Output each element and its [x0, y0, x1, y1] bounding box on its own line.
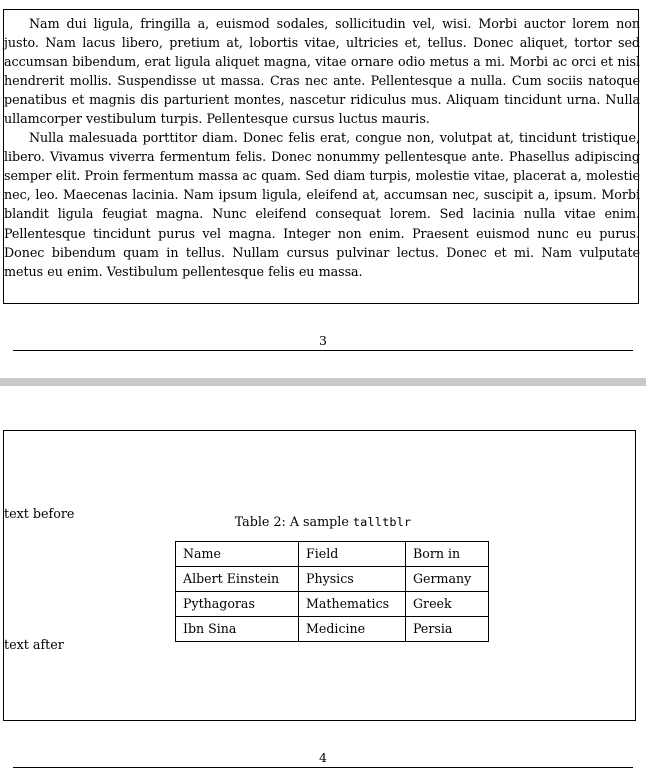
- paragraph-1: Nam dui ligula, fringilla a, euismod sodales, sollicitudin vel, wisi. Morbi auctor lorem non justo. Nam lacus libero, pretium at, lobortis vitae, ultricies et, tellus. Donec aliquet, tortor sed accumsan bibendum, erat ligula aliquet magna, vitae ornare odio metus a mi. Morbi ac orci et nisl hendrerit mollis. Suspendisse ut massa. Cras nec ante. Pellentesque a nulla. Cum sociis natoque penatibus et magnis dis parturient montes, nascetur ridiculus mus. Aliquam tincidunt urna. Nulla ullamcorper vestibulum turpis. Pellentesque cursus luctus mauris.: [4, 16, 640, 127]
- page-three: [0, 0, 646, 378]
- sample-table: [175, 541, 489, 642]
- page-three-content-frame: [3, 9, 639, 304]
- table-caption: [0, 513, 646, 531]
- table-cell-field: Medicine: [299, 617, 406, 642]
- table-row: [176, 592, 489, 617]
- table-cell-name: Albert Einstein: [176, 567, 299, 592]
- table-caption-prefix: Table 2: A sample: [234, 514, 353, 529]
- page-four-footer-rule: [13, 767, 633, 768]
- page-three-folio: 3: [319, 333, 327, 348]
- text-after-label: text after: [4, 637, 64, 652]
- page-three-body-text: [4, 14, 640, 281]
- table-cell-field: Physics: [299, 567, 406, 592]
- table-cell-name: Ibn Sina: [176, 617, 299, 642]
- text-before-label: text before: [4, 506, 75, 521]
- paragraph-2: Nulla malesuada porttitor diam. Donec felis erat, congue non, volutpat at, tincidunt tristique, libero. Vivamus viverra fermentum felis. Donec nonummy pellentesque ante. Phasellus adipiscing semper elit. Proin fermentum massa ac quam. Sed diam turpis, molestie vitae, placerat a, molestie nec, leo. Maecenas lacinia. Nam ipsum ligula, eleifend at, accumsan nec, suscipit a, ipsum. Morbi blandit ligula feugiat magna. Nunc eleifend consequat lorem. Sed lacinia nulla vitae enim. Pellentesque tincidunt purus vel magna. Integer non enim. Praesent euismod nunc eu purus. Donec bibendum quam in tellus. Nullam cursus pulvinar lectus. Donec et mi. Nam vulputate metus eu enim. Vestibulum pellentesque felis eu massa.: [4, 130, 640, 279]
- table-caption-monospace-name: talltblr: [352, 515, 412, 529]
- table-row: [176, 567, 489, 592]
- table-header-cell-field: Field: [299, 542, 406, 567]
- table-header-cell-born: Born in: [406, 542, 489, 567]
- table-cell-born: Persia: [406, 617, 489, 642]
- table-header-cell-name: Name: [176, 542, 299, 567]
- table-cell-born: Germany: [406, 567, 489, 592]
- page-four-folio: 4: [319, 750, 327, 765]
- page-three-footer-rule: [13, 350, 633, 351]
- table-row: [176, 617, 489, 642]
- table-cell-born: Greek: [406, 592, 489, 617]
- table-header-row: [176, 542, 489, 567]
- table-cell-name: Pythagoras: [176, 592, 299, 617]
- table-cell-field: Mathematics: [299, 592, 406, 617]
